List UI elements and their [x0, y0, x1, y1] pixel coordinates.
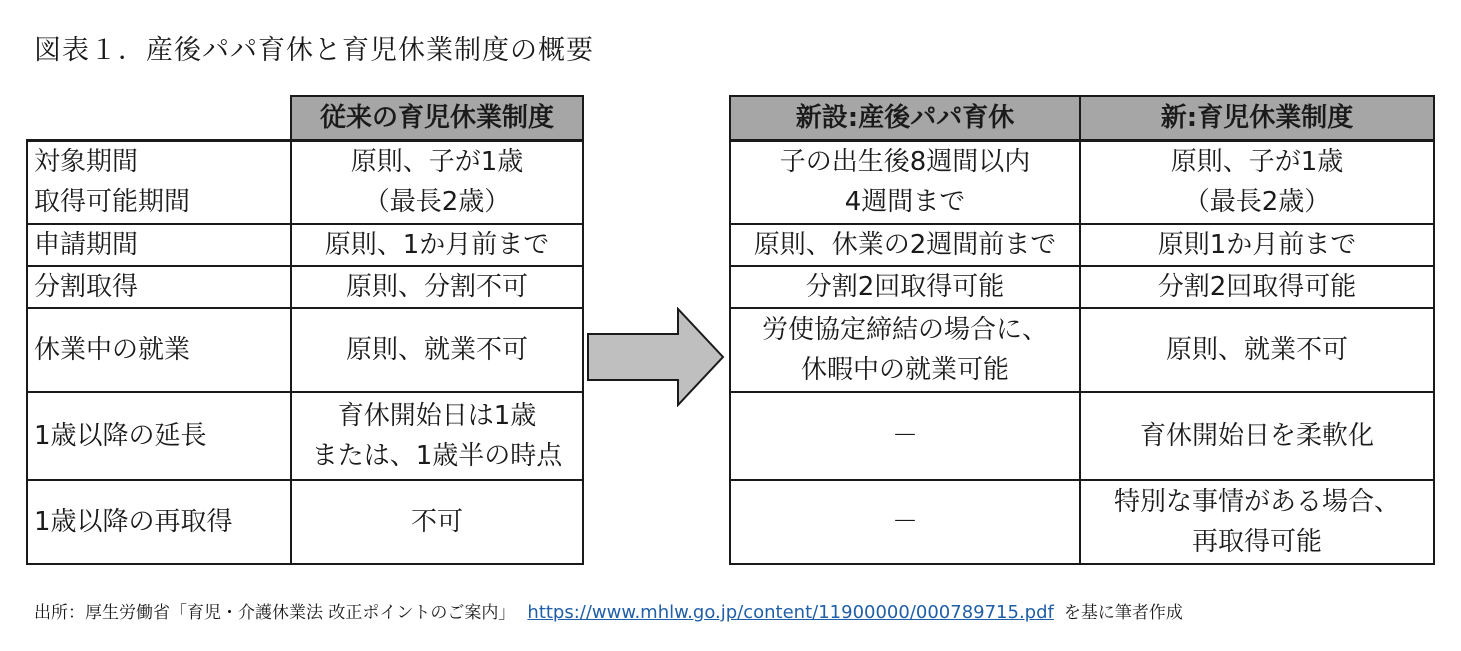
value-line: 育休開始日を柔軟化 — [1139, 421, 1374, 451]
value-line: 原則、子が1歳 — [1170, 147, 1344, 178]
value-line: 原則1か月前まで — [1157, 230, 1357, 260]
value-line: － — [891, 507, 918, 537]
legacy-system-table — [26, 95, 584, 565]
value-line: 原則、休業の2週間前まで — [753, 230, 1057, 260]
value-line: 休暇中の就業可能 — [800, 355, 1009, 385]
row-label-application-period — [27, 224, 291, 266]
source-suffix: を基に筆者作成 — [1063, 603, 1183, 623]
label-line: 1歳以降の再取得 — [34, 507, 233, 537]
legacy-system-header: 従来の育児休業制度 — [291, 96, 583, 140]
legacy-value-target-period — [291, 140, 583, 224]
row-label-reacquisition — [27, 480, 291, 564]
new-leave-work-during-leave — [1080, 308, 1434, 392]
new-leave-application-period — [1080, 224, 1434, 266]
new-leave-split-acquisition — [1080, 266, 1434, 308]
value-line: 特別な事情がある場合、 — [1113, 487, 1400, 517]
value-line: 分割2回取得可能 — [1157, 272, 1357, 302]
figure-title: 図表１．産後パパ育休と育児休業制度の概要 — [34, 35, 594, 66]
row-label-split-acquisition — [27, 266, 291, 308]
source-footnote — [34, 598, 1183, 623]
papa-leave-work-during-leave — [730, 308, 1080, 392]
value-line: － — [891, 421, 918, 451]
value-line: 不可 — [410, 507, 463, 537]
value-line: 労使協定締結の場合に、 — [761, 315, 1048, 345]
label-line: 対象期間 — [34, 147, 139, 178]
value-line: 原則、子が1歳 — [350, 147, 524, 178]
row-label-target-period — [27, 140, 291, 224]
row-label-extension — [27, 392, 291, 480]
value-line: 原則、1か月前まで — [324, 230, 550, 260]
new-leave-reacquisition — [1080, 480, 1434, 564]
source-prefix: 出所：厚生労働省「育児・介護休業法 改正ポイントのご案内」 — [34, 603, 516, 623]
papa-leave-application-period — [730, 224, 1080, 266]
value-line: 原則、分割不可 — [345, 272, 528, 302]
blank-header-cell — [27, 96, 291, 140]
papa-leave-extension — [730, 392, 1080, 480]
label-line: 取得可能期間 — [34, 187, 191, 218]
new-childcare-leave-header: 新:育児休業制度 — [1080, 96, 1434, 140]
legacy-value-work-during-leave — [291, 308, 583, 392]
new-leave-extension — [1080, 392, 1434, 480]
label-line: 分割取得 — [34, 272, 139, 302]
value-line: （最長2歳） — [363, 187, 511, 218]
value-line: （最長2歳） — [1183, 187, 1331, 218]
value-line: 原則、就業不可 — [1165, 335, 1348, 365]
legacy-value-extension — [291, 392, 583, 480]
value-line: 分割2回取得可能 — [805, 272, 1005, 302]
right-arrow-icon — [586, 307, 726, 407]
papa-leave-split-acquisition — [730, 266, 1080, 308]
legacy-value-reacquisition — [291, 480, 583, 564]
label-line: 申請期間 — [34, 230, 139, 260]
label-line: 1歳以降の延長 — [34, 421, 207, 451]
new-system-table — [729, 95, 1435, 565]
value-line: 原則、就業不可 — [345, 335, 528, 365]
new-leave-target-period — [1080, 140, 1434, 224]
value-line: 子の出生後8週間以内 — [779, 147, 1031, 178]
papa-leave-reacquisition — [730, 480, 1080, 564]
label-line: 休業中の就業 — [34, 335, 191, 365]
value-line: 4週間まで — [844, 187, 966, 218]
papa-leave-target-period — [730, 140, 1080, 224]
value-line: 育休開始日は1歳 — [337, 401, 537, 431]
postnatal-papa-leave-header: 新設:産後パパ育休 — [730, 96, 1080, 140]
legacy-value-split-acquisition — [291, 266, 583, 308]
value-line: または、1歳半の時点 — [311, 441, 563, 471]
source-link[interactable]: https://www.mhlw.go.jp/content/11900000/000789715.pdf — [527, 602, 1054, 623]
row-label-work-during-leave — [27, 308, 291, 392]
legacy-value-application-period — [291, 224, 583, 266]
value-line: 再取得可能 — [1191, 527, 1322, 557]
